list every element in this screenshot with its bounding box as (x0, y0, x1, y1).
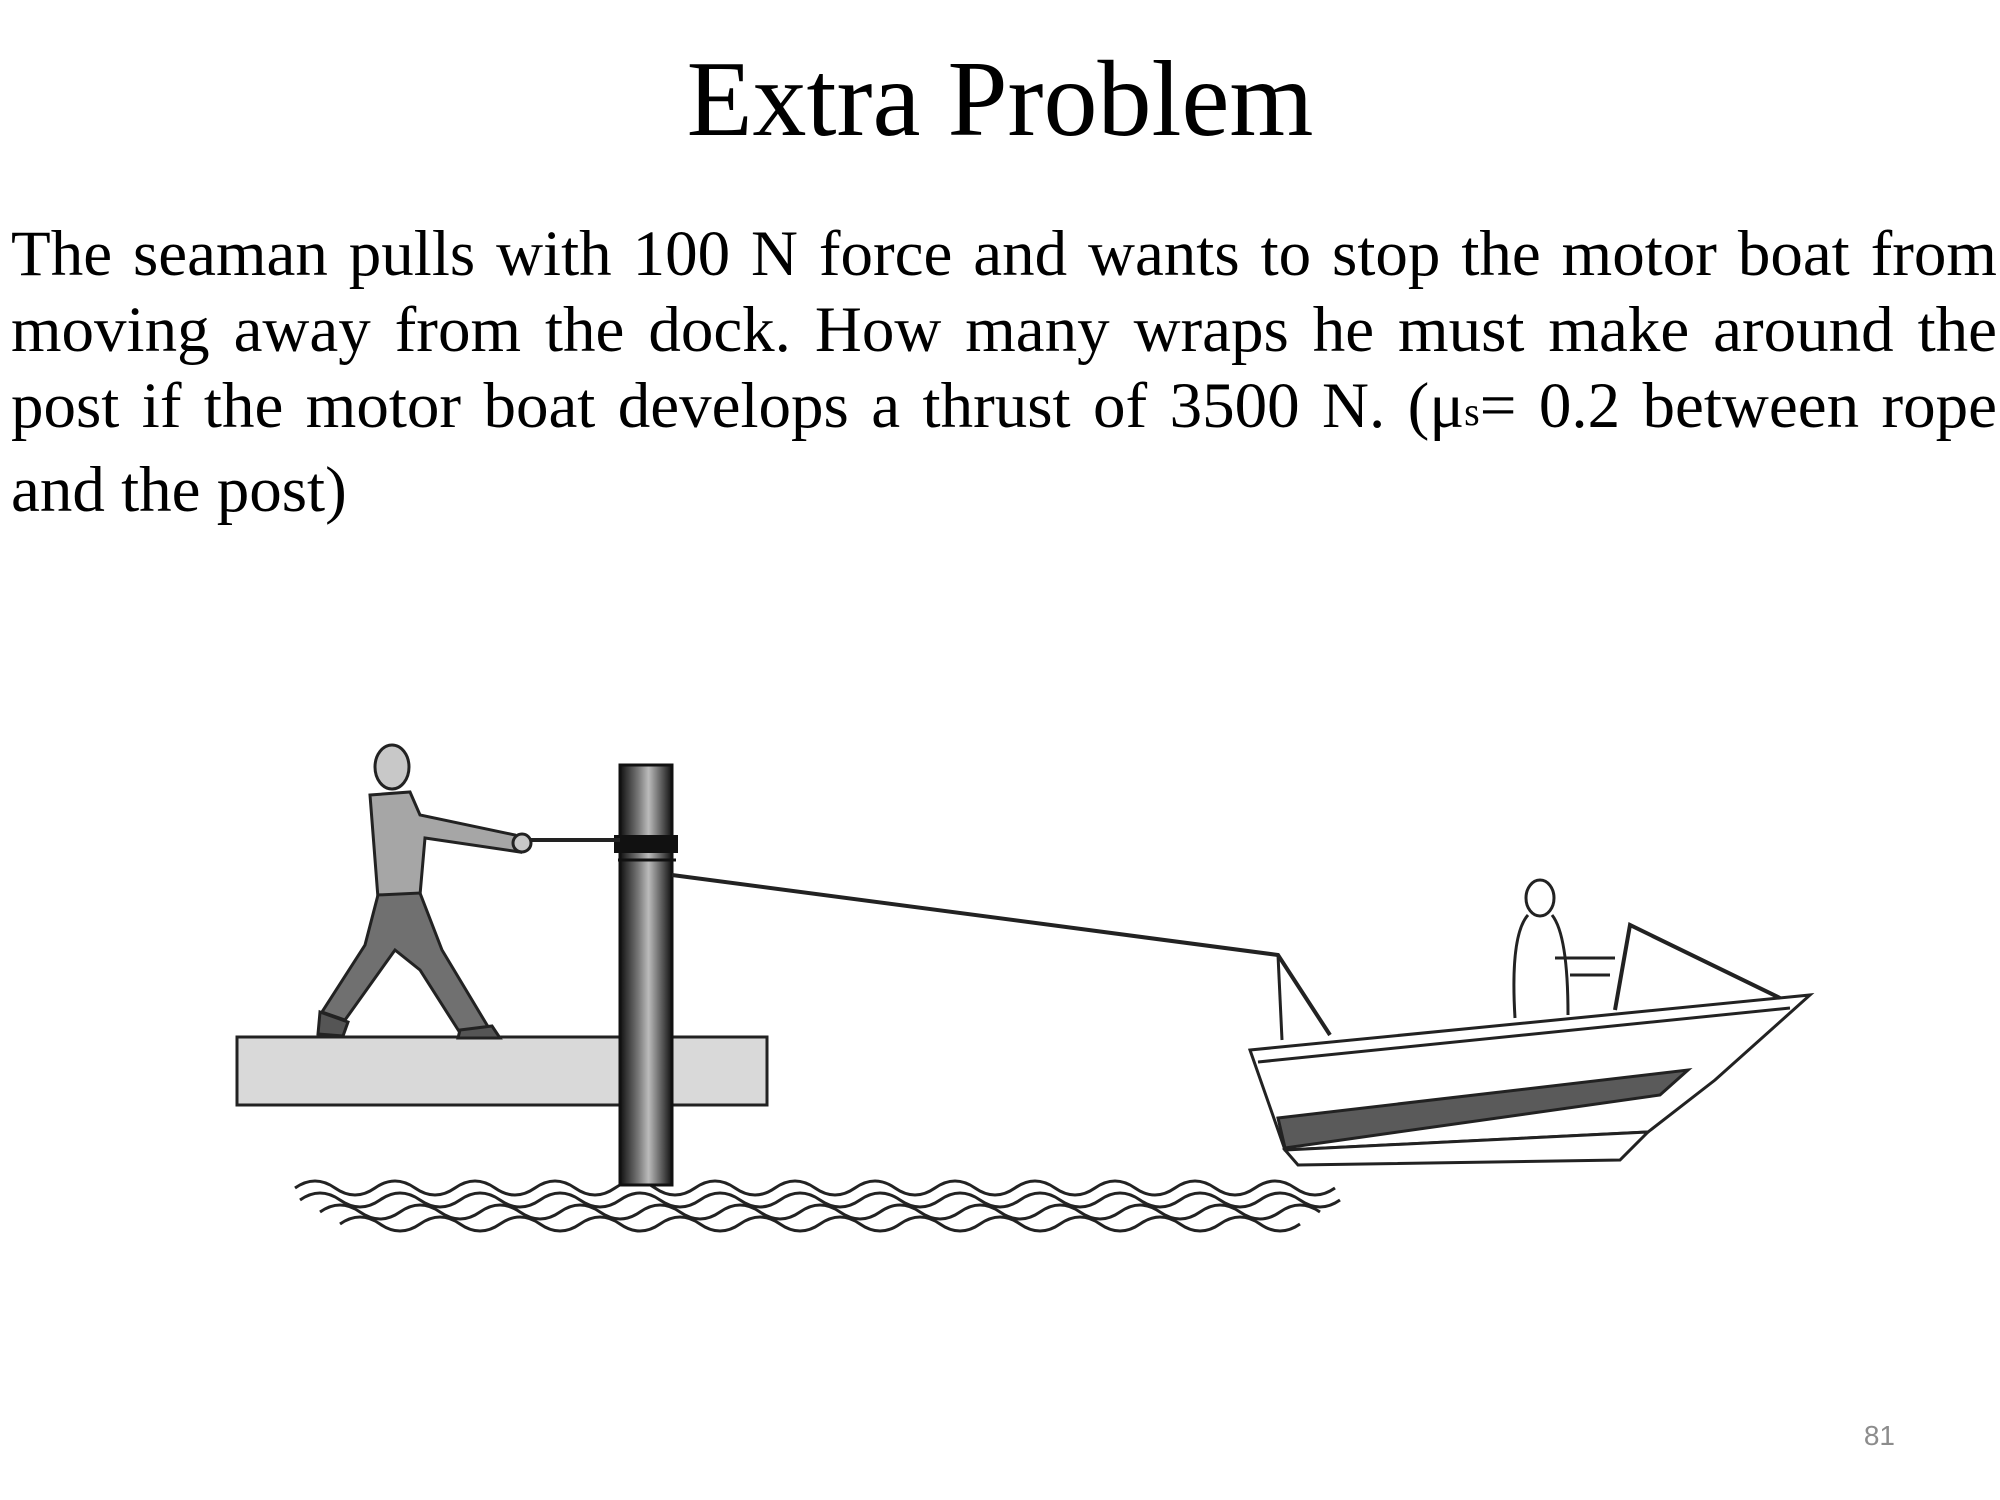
rope-wraps (614, 835, 678, 853)
motor-boat (1250, 880, 1810, 1165)
slide-number: 81 (1863, 1420, 1895, 1451)
dock (237, 1037, 767, 1105)
seaman (318, 745, 531, 1038)
rope-boat-side (672, 875, 1330, 1035)
water-waves (295, 1181, 1340, 1231)
problem-text-part1: The seaman pulls with 100 N force and wants to stop the motor boat from moving away from the dock. How many wraps he must make around the post if the motor boat develops a thrust of 3500 N. (μ (11, 218, 1997, 442)
mu-subscript: s (1464, 389, 1480, 434)
problem-text-part2: = 0.2 between rope and the post) (11, 370, 1997, 526)
post (620, 765, 672, 1185)
slide-title: Extra Problem (686, 40, 1314, 159)
